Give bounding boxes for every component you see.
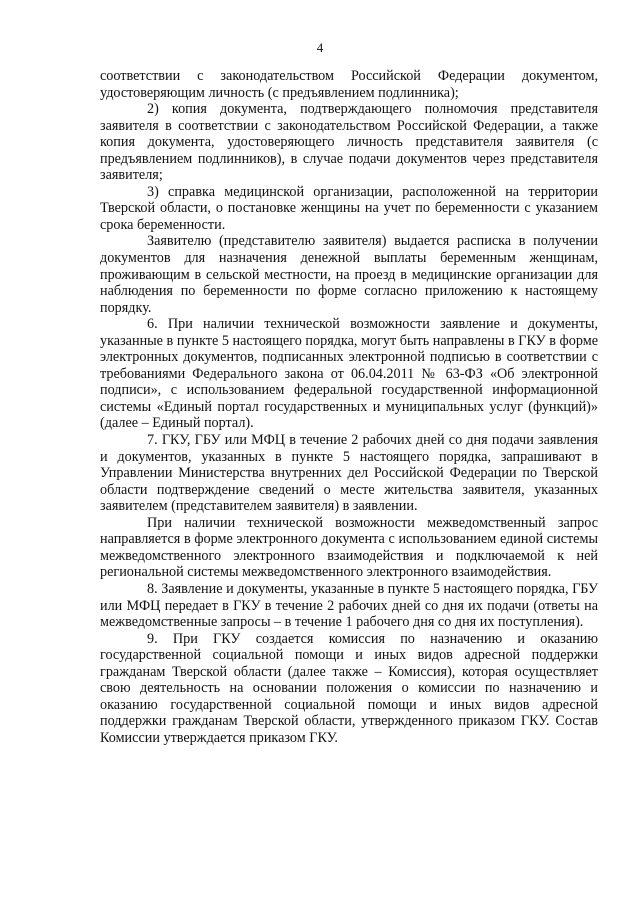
paragraph-identity-document-continuation: соответствии с законодательством Российской Федерации документом, удостоверяющим личность (с предъявлением подлинника); — [100, 68, 598, 101]
paragraph-receipt-issued: Заявителю (представителю заявителя) выдается расписка в получении документов для назначения денежной выплаты беременным женщинам, проживающим в сельской местности, на проезд в медицинские организации для наблюдения по беременности по форме согласно приложению к настоящему порядку. — [100, 233, 598, 316]
paragraph-section-7-residence-request: 7. ГКУ, ГБУ или МФЦ в течение 2 рабочих дней со дня подачи заявления и документов, указанных в пункте 5 настоящего порядка, запрашивают в Управлении Министерства внутренних дел Российской Федерации по Тверской области подтверждение сведений о месте жительства заявителя, указанных заявителем (представителем заявителя) в заявлении. — [100, 432, 598, 515]
page-number: 4 — [316, 40, 324, 55]
paragraph-item-2-representative-copy: 2) копия документа, подтверждающего полномочия представителя заявителя в соответствии с законодательством Российской Федерации, а также копия документа, удостоверяющего личность представителя заявителя (с предъявлением подлинников), в случае подачи документов через представителя заявителя; — [100, 101, 598, 184]
document-body — [100, 68, 598, 746]
paragraph-item-3-medical-certificate: 3) справка медицинской организации, расположенной на территории Тверской области, о постановке женщины на учет по беременности с указанием срока беременности. — [100, 183, 598, 233]
paragraph-section-9-commission: 9. При ГКУ создается комиссия по назначению и оказанию государственной социальной помощи и иных видов адресной поддержки гражданам Тверской области (далее также – Комиссия), которая осуществляет свою деятельность на основании положения о комиссии по назначению и оказанию государственной социальной помощи и иных видов адресной поддержки гражданам Тверской области, утвержденного приказом ГКУ. Состав Комиссии утверждается приказом ГКУ. — [100, 630, 598, 746]
paragraph-interagency-request: При наличии технической возможности межведомственный запрос направляется в форме электронного документа с использованием единой системы межведомственного электронного взаимодействия и подключаемой к ней региональной системы межведомственного электронного взаимодействия. — [100, 514, 598, 581]
paragraph-section-6-electronic-submission: 6. При наличии технической возможности заявление и документы, указанные в пункте 5 настоящего порядка, могут быть направлены в ГКУ в форме электронных документов, подписанных электронной подписью в соответствии с требованиями Федерального закона от 06.04.2011 № 63-ФЗ «Об электронной подписи», с использованием федеральной государственной информационной системы «Единый портал государственных и муниципальных услуг (функций)» (далее – Единый портал). — [100, 316, 598, 432]
paragraph-section-8-transfer-to-gku: 8. Заявление и документы, указанные в пункте 5 настоящего порядка, ГБУ или МФЦ передает в ГКУ в течение 2 рабочих дней со дня их подачи (ответы на межведомственные запросы – в течение 1 рабочего дня со дня их поступления). — [100, 580, 598, 631]
